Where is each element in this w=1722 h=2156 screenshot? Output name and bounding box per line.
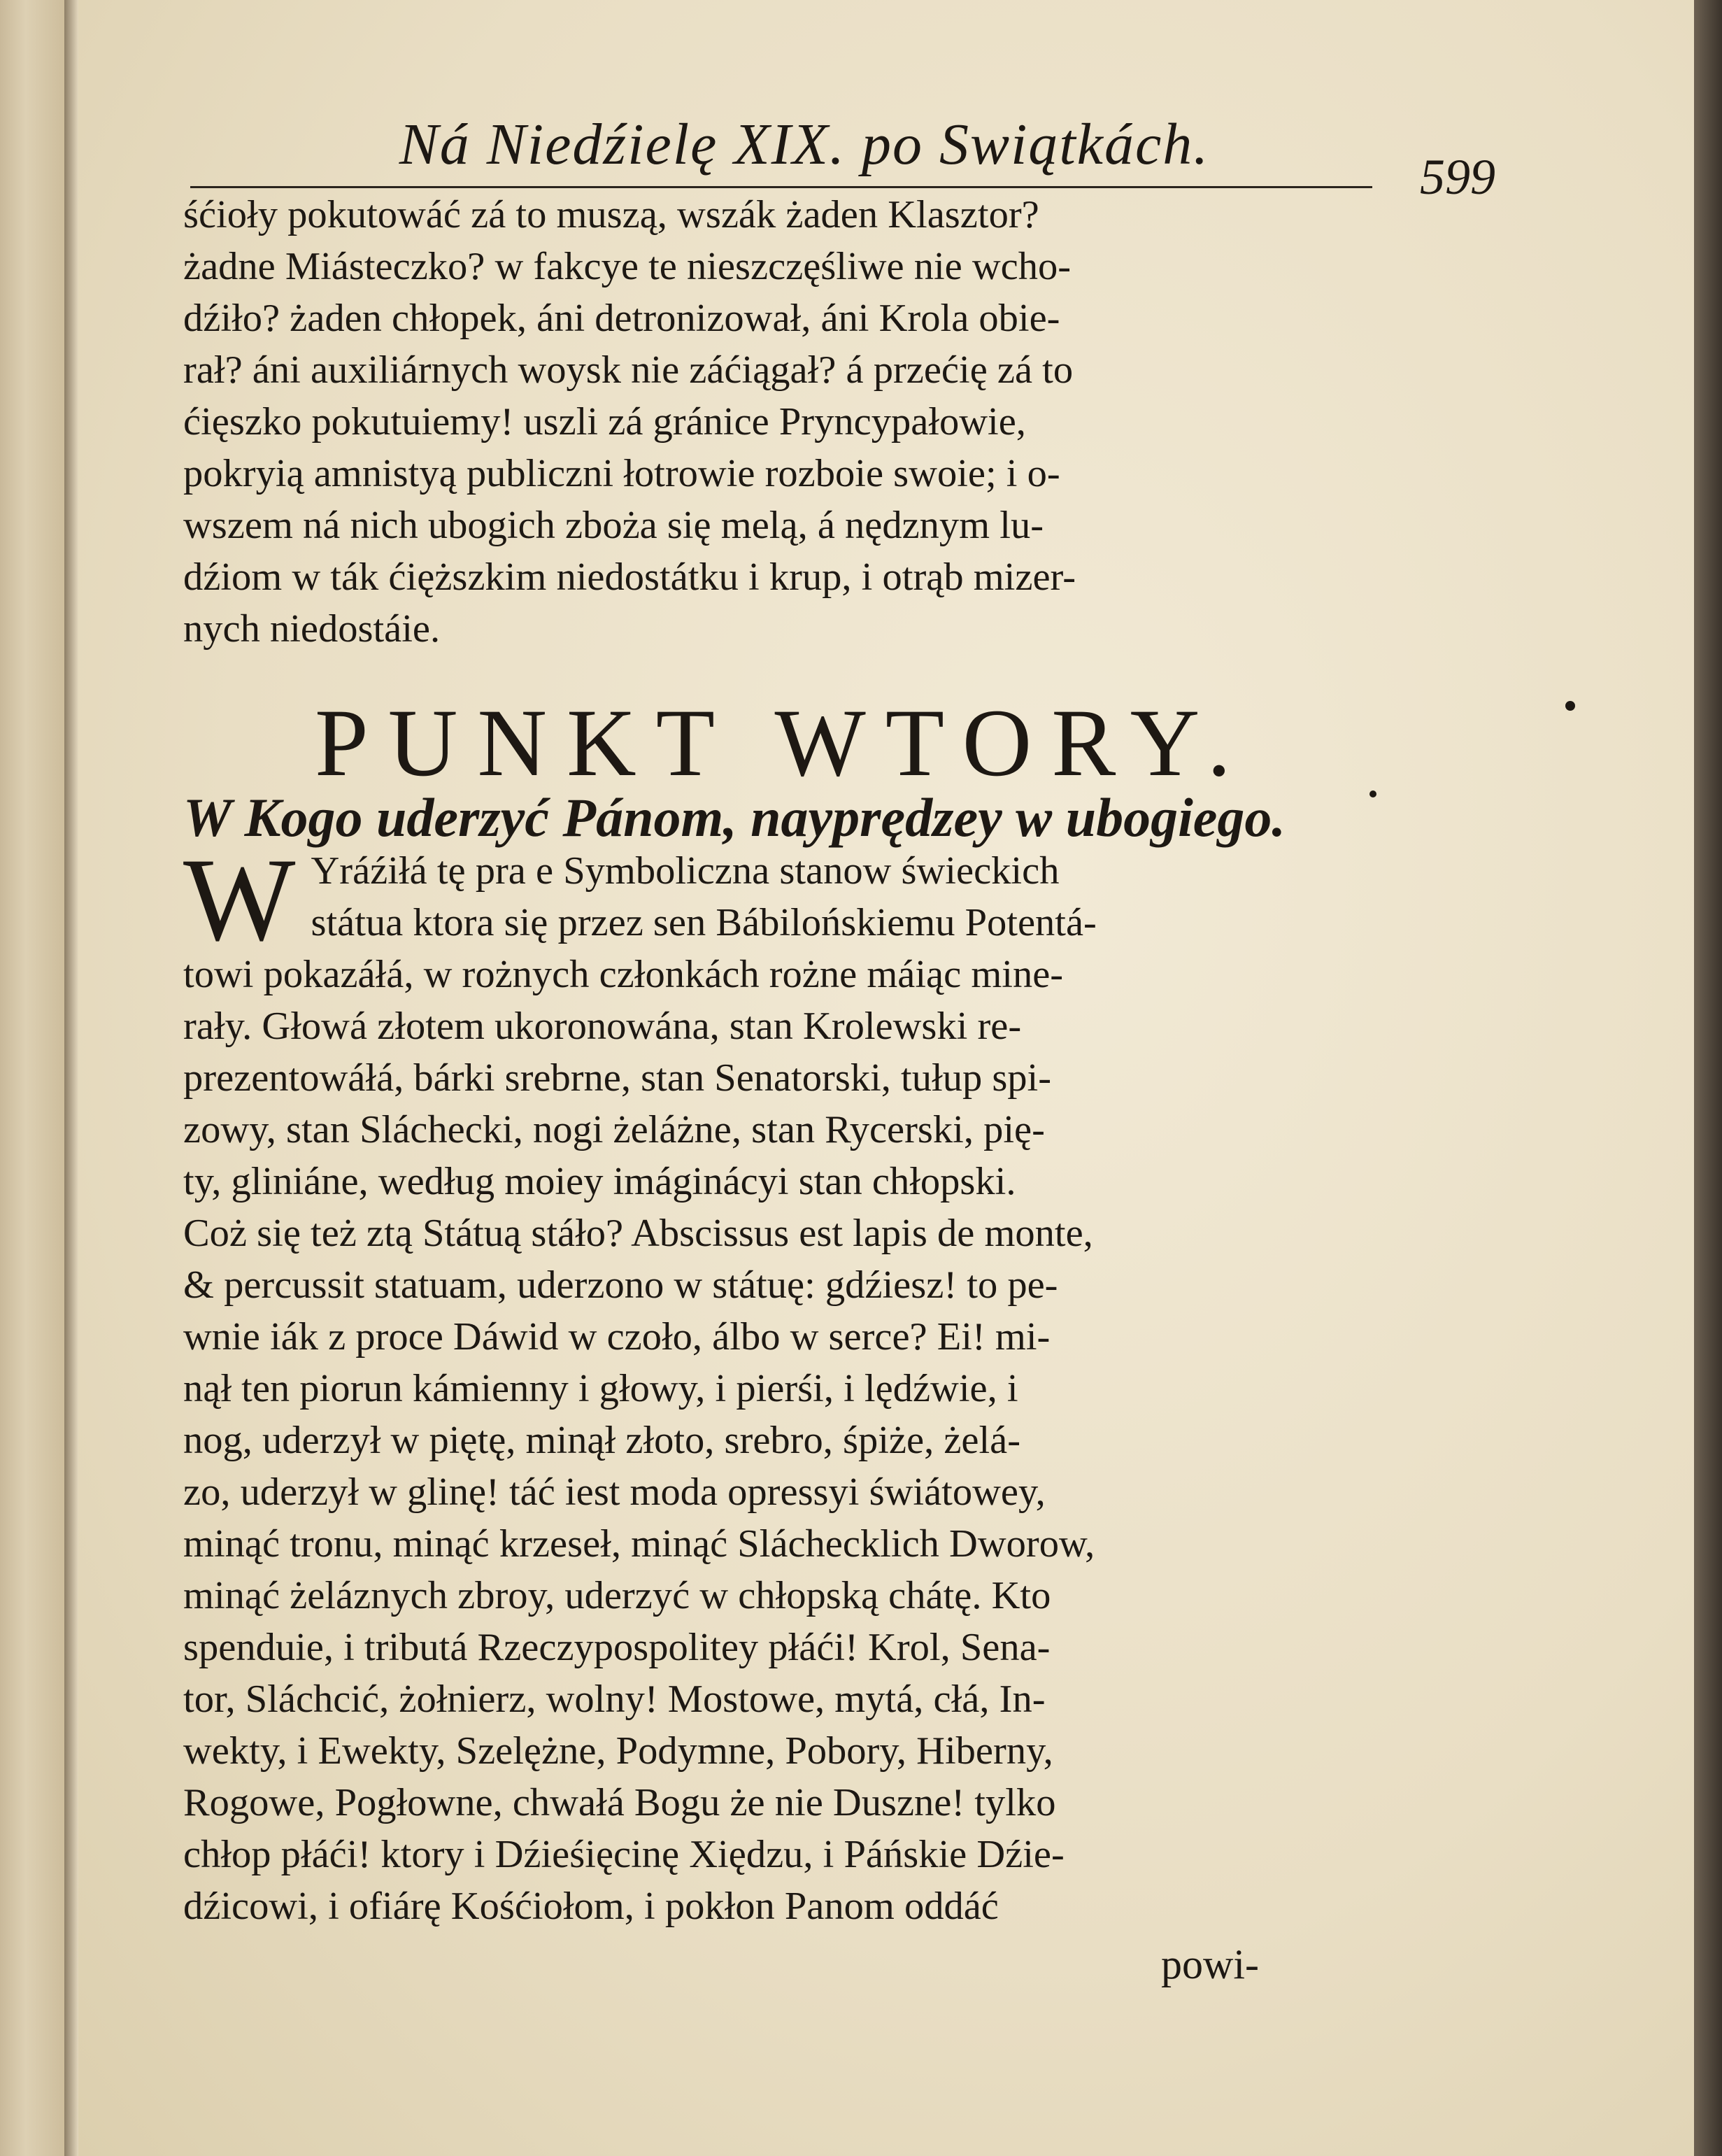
right-page-edge	[1694, 0, 1722, 2156]
text-line: Yráźiłá tę pra e Symboliczna stanow świeckich	[311, 849, 1060, 893]
section-heading: PUNKT WTORY.	[315, 689, 1251, 796]
page-number: 599	[1420, 149, 1495, 205]
text-line: Rogowe, Pogłowne, chwałá Bogu że nie Duszne! tylko	[183, 1781, 1056, 1824]
text-line: chłop płáći! ktory i Dźieśięcinę Xiędzu, i Páńskie Dźie-	[183, 1833, 1065, 1876]
text-line: wekty, i Ewekty, Szelężne, Podymne, Pobory, Hiberny,	[183, 1729, 1053, 1773]
section-subtitle: W Kogo uderzyć Pánom, nayprędzey w ubogiego.	[183, 787, 1286, 848]
text-line: śćioły pokutowáć zá to muszą, wszák żaden Klasztor?	[183, 193, 1039, 236]
text-line: towi pokazáłá, w rożnych członkách rożne máiąc mine-	[183, 953, 1064, 996]
text-line: wnie iák z proce Dáwid w czoło, álbo w serce? Ei! mi-	[183, 1315, 1051, 1359]
header-rule	[190, 186, 1372, 188]
text-line: ćięszko pokutuiemy! uszli zá gránice Pryncypałowie,	[183, 400, 1026, 444]
text-line: żadne Miásteczko? w fakcye te nieszczęśliwe nie wcho-	[183, 245, 1072, 288]
text-line: ty, gliniáne, według moiey imáginácyi stan chłopski.	[183, 1160, 1016, 1203]
text-line: státua ktora się przez sen Bábilońskiemu Potentá-	[311, 901, 1097, 944]
paragraph-1	[183, 189, 1365, 655]
text-line: dźiło? żaden chłopek, áni detronizował, áni Krola obie-	[183, 297, 1060, 340]
text-line: wszem ná nich ubogich zboża się melą, á nędznym lu-	[183, 504, 1044, 547]
paragraph-2	[183, 834, 1365, 1932]
text-line: Coż się też ztą Státuą stáło? Abscissus est lapis de monte,	[183, 1212, 1093, 1255]
running-title: Ná Niedźielę XIX. po Swiątkách.	[399, 112, 1210, 177]
text-line: pokryią amnistyą publiczni łotrowie rozboie swoie; i o-	[183, 452, 1060, 495]
ink-spot	[1565, 701, 1575, 711]
text-line: nych niedostáie.	[183, 607, 441, 651]
text-line: dźicowi, i ofiárę Kośćiołom, i pokłon Panom oddáć	[183, 1885, 999, 1928]
left-page-edge	[0, 0, 64, 2156]
text-line: rał? áni auxiliárnych woysk nie záćiągał? á przećię zá to	[183, 348, 1074, 392]
text-line: nog, uderzył w piętę, minął złoto, srebro, śpiże, żelá-	[183, 1419, 1021, 1462]
drop-cap: W	[183, 834, 296, 965]
text-line: minąć żeláznych zbroy, uderzyć w chłopską chátę. Kto	[183, 1574, 1051, 1617]
text-line: nął ten piorun kámienny i głowy, i pierśi, i lędźwie, i	[183, 1367, 1018, 1410]
text-line: spenduie, i tributá Rzeczypospolitey płáći! Krol, Sena-	[183, 1626, 1051, 1669]
ink-spot	[1369, 790, 1376, 797]
text-line: rały. Głowá złotem ukoronowána, stan Krolewski re-	[183, 1005, 1022, 1048]
text-line: & percussit statuam, uderzono w státuę: gdźiesz! to pe-	[183, 1263, 1058, 1307]
text-line: minąć tronu, minąć krzeseł, minąć Sláchecklich Dworow,	[183, 1522, 1095, 1566]
text-line: zowy, stan Sláchecki, nogi żeláżne, stan Rycerski, pię-	[183, 1108, 1045, 1151]
catchword: powi-	[1161, 1941, 1259, 1987]
text-line: dźiom w ták ćięższkim niedostátku i krup, i otrąb mizer-	[183, 555, 1076, 599]
book-gutter	[64, 0, 78, 2156]
text-line: prezentowáłá, bárki srebrne, stan Senatorski, tułup spi-	[183, 1056, 1052, 1100]
text-line: zo, uderzył w glinę! táć iest moda opressyi świátowey,	[183, 1470, 1046, 1514]
text-line: tor, Sláchcić, żołnierz, wolny! Mostowe, mytá, cłá, In-	[183, 1678, 1046, 1721]
